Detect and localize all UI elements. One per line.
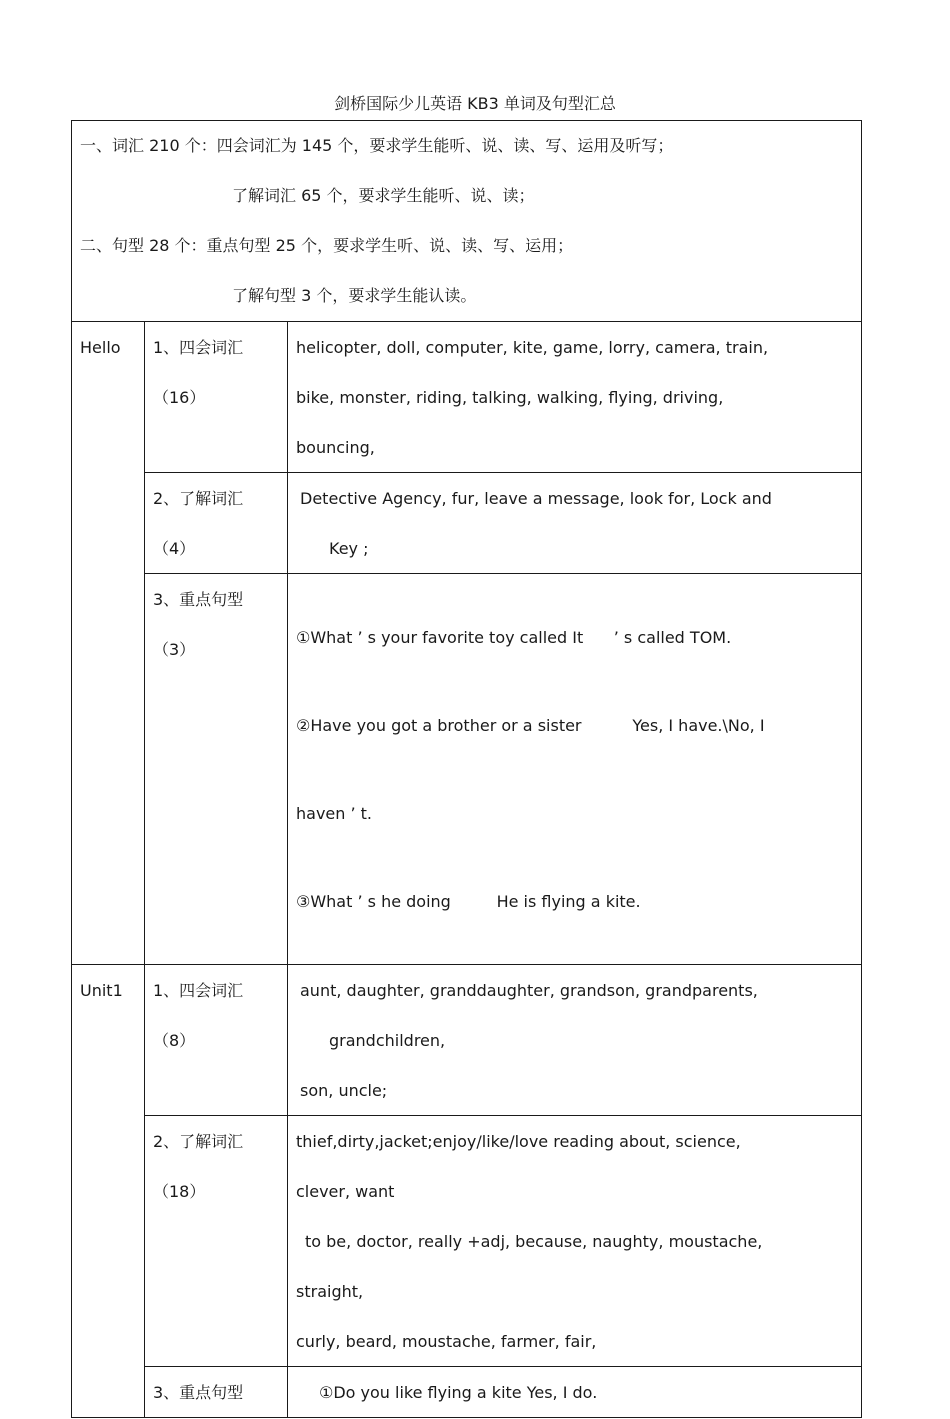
category-label: 3、重点句型 — [153, 1383, 244, 1402]
table-row — [72, 1367, 862, 1418]
vocabulary-summary-table — [71, 120, 862, 1418]
table-row — [72, 1116, 862, 1367]
content-cell — [288, 322, 862, 473]
content-line: to be, doctor, really +adj, because, naughty, moustache, — [305, 1232, 763, 1251]
content-line: bike, monster, riding, talking, walking, flying, driving, — [296, 388, 724, 407]
unit-label-cell — [72, 965, 145, 1418]
unit-label-cell — [72, 322, 145, 965]
content-line: Key ; — [329, 539, 369, 558]
content-line: ②Have you got a brother or a sister Yes, I have.\No, I — [296, 716, 765, 735]
table-row — [72, 574, 862, 965]
content-cell — [288, 965, 862, 1116]
category-cell — [145, 1116, 288, 1367]
content-cell — [288, 473, 862, 574]
table-row — [72, 322, 862, 473]
content-line: straight, — [296, 1282, 364, 1301]
category-count: （3） — [153, 640, 196, 659]
category-cell — [145, 574, 288, 965]
content-line: helicopter, doll, computer, kite, game, lorry, camera, train, — [296, 338, 769, 357]
category-cell — [145, 965, 288, 1116]
content-line: aunt, daughter, granddaughter, grandson, grandparents, — [300, 981, 758, 1000]
intro-pattern-line: 二、句型 28 个：重点句型 25 个，要求学生听、说、读、写、运用； — [80, 236, 574, 255]
unit-label: Unit1 — [80, 981, 123, 1000]
content-line: bouncing, — [296, 438, 375, 457]
intro-vocab-line: 一、词汇 210 个：四会词汇为 145 个，要求学生能听、说、读、写、运用及听写； — [80, 136, 674, 155]
page-title: 剑桥国际少儿英语 KB3 单词及句型汇总 — [334, 94, 616, 113]
category-cell — [145, 322, 288, 473]
content-line: ①What ’ s your favorite toy called It ’ s called TOM. — [296, 628, 732, 647]
category-count: （8） — [153, 1031, 196, 1050]
content-line: curly, beard, moustache, farmer, fair, — [296, 1332, 597, 1351]
content-line: clever, want — [296, 1182, 395, 1201]
category-label: 1、四会词汇 — [153, 338, 244, 357]
category-label: 1、四会词汇 — [153, 981, 244, 1000]
content-line: son, uncle; — [300, 1081, 388, 1100]
table-row — [72, 473, 862, 574]
category-cell — [145, 1367, 288, 1418]
content-line: ①Do you like flying a kite Yes, I do. — [319, 1383, 598, 1402]
intro-pattern-known-line: 了解句型 3 个，要求学生能认读。 — [232, 286, 477, 305]
content-line: Detective Agency, fur, leave a message, look for, Lock and — [300, 489, 772, 508]
category-count: （4） — [153, 539, 196, 558]
content-cell — [288, 1116, 862, 1367]
category-count: （18） — [153, 1182, 206, 1201]
content-line: grandchildren, — [329, 1031, 446, 1050]
content-line: ③What ’ s he doing He is flying a kite. — [296, 892, 641, 911]
content-cell — [288, 1367, 862, 1418]
unit-label: Hello — [80, 338, 121, 357]
intro-cell — [72, 121, 862, 322]
intro-row — [72, 121, 862, 322]
category-label: 3、重点句型 — [153, 590, 244, 609]
category-count: （16） — [153, 388, 206, 407]
intro-vocab-known-line: 了解词汇 65 个，要求学生能听、说、读； — [232, 186, 535, 205]
category-cell — [145, 473, 288, 574]
content-line: haven ’ t. — [296, 804, 373, 823]
category-label: 2、了解词汇 — [153, 489, 244, 508]
category-label: 2、了解词汇 — [153, 1132, 244, 1151]
content-cell — [288, 574, 862, 965]
content-line: thief,dirty,jacket;enjoy/like/love reading about, science, — [296, 1132, 741, 1151]
table-row — [72, 965, 862, 1116]
